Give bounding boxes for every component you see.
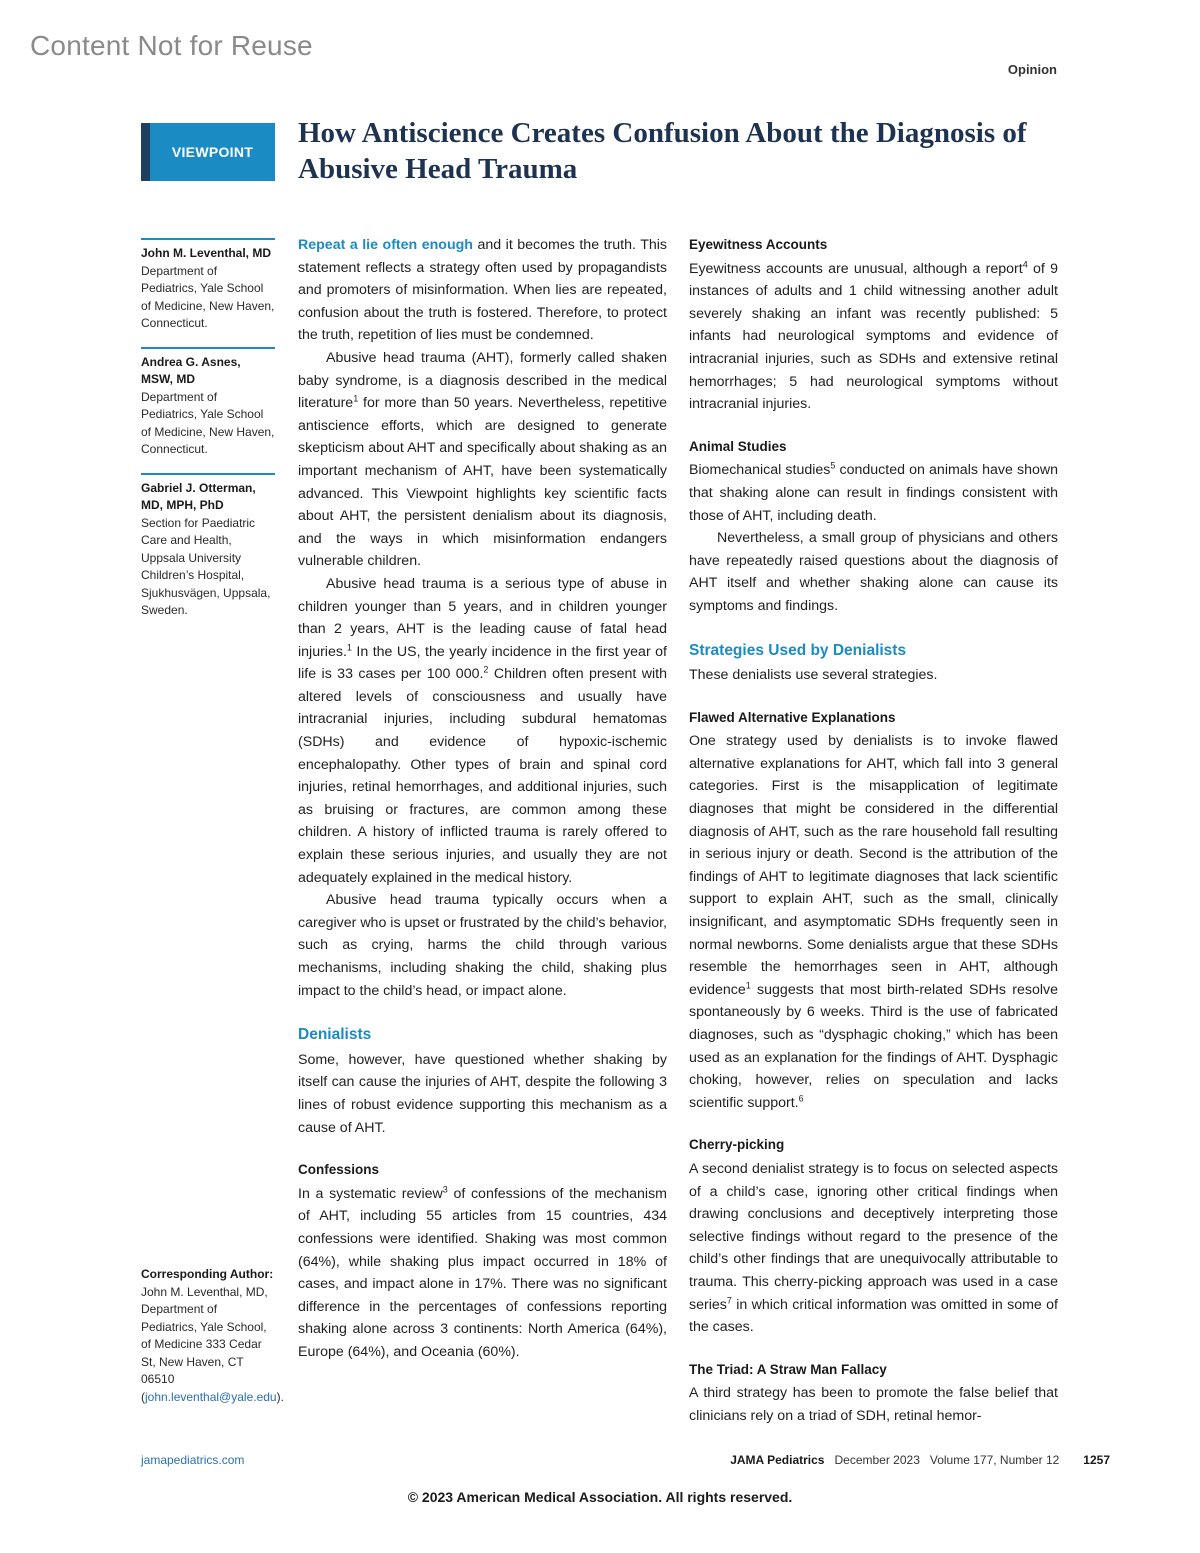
author-name: Andrea G. Asnes, MSW, MD: [141, 354, 241, 386]
paragraph: [689, 1158, 1058, 1339]
article-title: How Antiscience Creates Confusion About the Diagnosis of Abusive Head Trauma: [298, 117, 1027, 185]
text-run: Abusive head trauma (AHT), formerly called shaken baby syndrome, is a diagnosis described in the medical literature: [298, 349, 667, 412]
body-column-right: [689, 234, 1058, 1428]
text-run: of 9 instances of adults and 1 child witnessing another adult severely shaking an infant was recently published: 5 infants had neurological symptoms and evidence of intracranial injuries, such as SDHs and extensive retinal hemorrhages; 5 had neurological symptoms without intracranial injuries.: [689, 260, 1059, 413]
text-run: One strategy used by denialists is to invoke flawed alternative explanations for AHT, which fall into 3 general categories. First is the misapplication of legitimate diagnoses that might be considered in the differential diagnosis of AHT, such as the rare household fall resulting in serious injury or death. Second is the attribution of the findings of AHT to legitimate diagnoses that lack scientific support to explain AHT, such as the small, clinically insignificant, and asymptomatic SDHs frequently seen in normal newborns. Some denialists argue that these SDHs resemble the hemorrhages seen in AHT, although evidence: [689, 733, 1058, 998]
journal-site-link[interactable]: jamapediatrics.com: [141, 1453, 245, 1467]
volume-number: Volume 177, Number 12: [929, 1453, 1060, 1467]
author-block: [141, 473, 275, 620]
paragraph: [689, 730, 1058, 1114]
corresponding-close: ).: [276, 1389, 284, 1404]
paragraph: [689, 459, 1058, 527]
watermark: Content Not for Reuse: [30, 30, 313, 61]
subheading-triad: The Triad: A Straw Man Fallacy: [689, 1361, 887, 1377]
section-heading-strategies: Strategies Used by Denialists: [689, 641, 907, 659]
text-run: in which critical information was omitted in some of the cases.: [689, 1296, 1058, 1336]
author-affiliation: Section for Paediatric Care and Health, Uppsala University Children’s Hospital, Sjukhusvägen, Uppsala, Sweden.: [141, 515, 271, 617]
text-run: suggests that most birth-related SDHs resolve spontaneously by 6 weeks. Third is the use of fabricated diagnoses, such as “dysphagic choking,” which has been used as an explanation for the findings of AHT. Dysphagic choking, however, relies on speculation and lacks scientific support.: [689, 981, 1058, 1111]
citation-ref[interactable]: 1: [346, 641, 352, 652]
author-affiliation: Department of Pediatrics, Yale School of Medicine, New Haven, Connecticut.: [141, 263, 275, 330]
author-name: Gabriel J. Otterman, MD, MPH, PhD: [141, 480, 256, 512]
subheading-cherry-picking: Cherry-picking: [689, 1137, 785, 1153]
issue-date: December 2023: [834, 1453, 920, 1467]
author-sidebar: [141, 238, 275, 634]
subheading-confessions: Confessions: [298, 1162, 380, 1178]
citation-ref[interactable]: 5: [830, 460, 836, 471]
citation-ref[interactable]: 4: [1022, 258, 1028, 269]
citation-ref[interactable]: 2: [483, 664, 489, 675]
author-name: John M. Leventhal, MD: [141, 246, 272, 260]
page-number: 1257: [1083, 1453, 1110, 1467]
text-run: conducted on animals have shown that shaking alone can result in findings consistent with those of AHT, including death.: [689, 462, 1058, 524]
corresponding-text: John M. Leventhal, MD, Department of Pediatrics, Yale School, of Medicine 333 Cedar St, New Haven, CT 06510 (: [141, 1284, 268, 1404]
citation-ref[interactable]: 7: [726, 1294, 732, 1305]
citation-ref[interactable]: 6: [798, 1093, 804, 1104]
paragraph: Abusive head trauma typically occurs when a caregiver who is upset or frustrated by the child’s behavior, such as crying, harms the child through various mechanisms, including shaking the child, shaking plus impact to the child’s head, or impact alone.: [298, 892, 667, 999]
paragraph: A third strategy has been to promote the false belief that clinicians rely on a triad of SDH, retinal hemor-: [689, 1385, 1058, 1424]
corresponding-label: Corresponding Author:: [141, 1267, 274, 1281]
text-run: of confessions of the mechanism of AHT, including 55 articles from 15 countries, 434 confessions were identified. Shaking was most common (64%), while shaking plus impact occurred in 18% of cases, and impact alone in 17%. There was no significant difference in the percentages of confessions reporting shaking alone across 3 continents: North America (64%), Europe (64%), and Oceania (60%).: [298, 1185, 667, 1360]
text-run: Eyewitness accounts are unusual, although a report: [689, 260, 1023, 277]
paragraph: Nevertheless, a small group of physicians and others have repeatedly raised questions about the diagnosis of AHT itself and whether shaking alone can cause its symptoms and findings.: [689, 530, 1058, 614]
paragraph: [689, 258, 1058, 416]
viewpoint-badge: VIEWPOINT: [141, 123, 275, 181]
copyright-notice: © 2023 American Medical Association. All rights reserved.: [407, 1489, 793, 1505]
page-footer: [730, 1453, 1110, 1467]
citation-ref[interactable]: 1: [353, 393, 359, 404]
lead-in: Repeat a lie often enough: [298, 237, 473, 253]
text-run: for more than 50 years. Nevertheless, repetitive antiscience efforts, which are designed to generate skepticism about AHT and specifically about shaking as an important mechanism of AHT, have been systematically advanced. This Viewpoint highlights key scientific facts about AHT, the persistent denialism about its diagnosis, and the ways in which misinformation endangers vulnerable children.: [298, 395, 667, 570]
text-run: In a systematic review: [298, 1185, 443, 1202]
corresponding-email-link[interactable]: john.leventhal@yale.edu: [145, 1389, 277, 1404]
body-column-left: [298, 234, 667, 1364]
paragraph: [298, 1183, 667, 1364]
paragraph: [298, 573, 667, 889]
section-heading-denialists: Denialists: [298, 1026, 372, 1044]
subheading-flawed-explanations: Flawed Alternative Explanations: [689, 709, 896, 725]
paragraph: These denialists use several strategies.: [689, 667, 938, 684]
corresponding-author: [141, 1266, 284, 1406]
text-run: In the US, the yearly incidence in the first year of life is 33 cases per 100 000.: [298, 643, 667, 683]
subheading-animal-studies: Animal Studies: [689, 438, 787, 454]
citation-ref[interactable]: 1: [745, 980, 751, 991]
journal-name: JAMA Pediatrics: [730, 1453, 825, 1467]
section-label: Opinion: [1007, 62, 1057, 77]
text-run: and it becomes the truth. This statement reflects a strategy often used by propagandists and promoters of misinformation. When lies are repeated, confusion about the truth is fostered. Therefore, to protect the truth, repetition of lies must be condemned.: [298, 237, 667, 344]
author-affiliation: Department of Pediatrics, Yale School of Medicine, New Haven, Connecticut.: [141, 389, 275, 456]
author-block: [141, 347, 275, 459]
text-run: Abusive head trauma is a serious type of abuse in children younger than 5 years, and in children younger than 2 years, AHT is the leading cause of fatal head injuries.: [298, 575, 667, 660]
subheading-eyewitness: Eyewitness Accounts: [689, 237, 828, 252]
paragraph: [298, 347, 667, 573]
paragraph: [298, 234, 667, 347]
text-run: Children often present with altered levels of consciousness and usually have intracranial injuries, including subdural hematomas (SDHs) and evidence of hypoxic-ischemic encephalopathy. Other types of brain and spinal cord injuries, retinal hemorrhages, and additional injuries, such as bruising or fractures, are common among these children. A history of inflicted trauma is rarely offered to explain these serious injuries, and usually they are not adequately explained in the medical history.: [298, 666, 667, 886]
text-run: Biomechanical studies: [689, 462, 831, 479]
citation-ref[interactable]: 3: [442, 1184, 448, 1195]
paragraph: Some, however, have questioned whether shaking by itself can cause the injuries of AHT, despite the following 3 lines of robust evidence supporting this mechanism as a cause of AHT.: [298, 1051, 667, 1136]
author-block: [141, 238, 275, 333]
text-run: A second denialist strategy is to focus on selected aspects of a child’s case, ignoring other critical findings when drawing conclusions and deceptively interpreting those selective findings without regard to the presence of the child’s other findings that are unequivocally attributable to trauma. This cherry-picking approach was used in a case series: [689, 1160, 1058, 1313]
